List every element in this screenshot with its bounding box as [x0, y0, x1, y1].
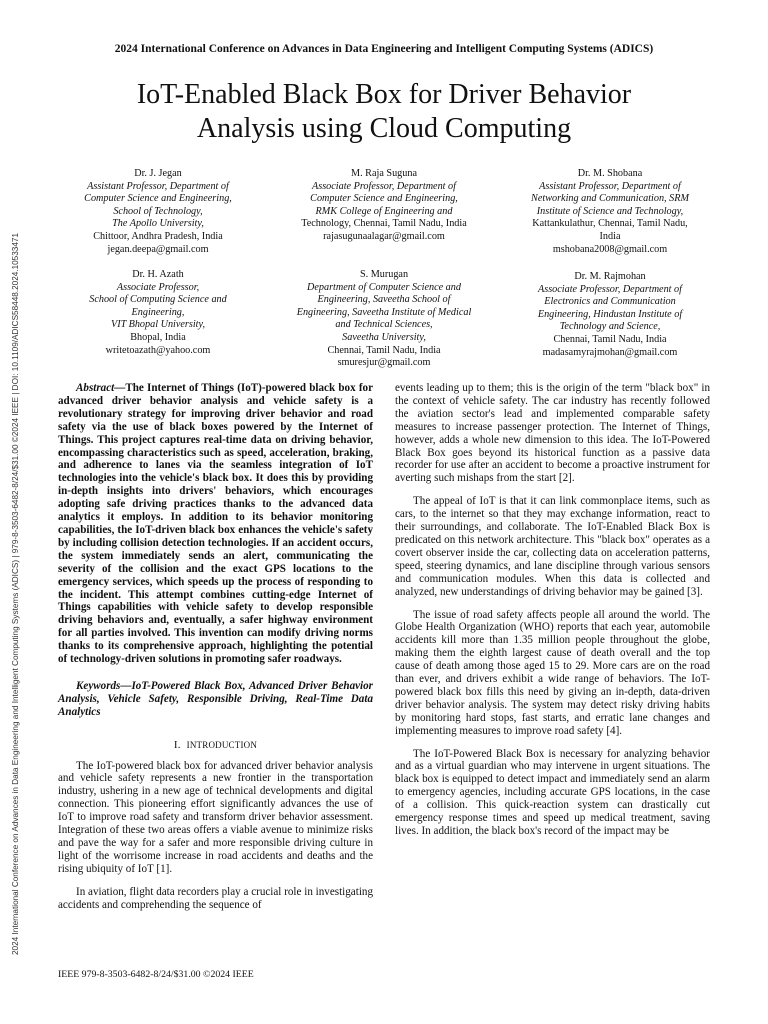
body-paragraph: The IoT-powered black box for advanced driver behavior analysis and vehicle safety represents a new frontier in the transportation industry, ushering in a new age of technical developments and digital connection. This pioneering effort significantly advances the use of IoT to improve road safety and transform driver behavior assessment. Integration of these two areas offers a viable avenue to minimize risks and pave the way for a safer and more responsible driving culture in light of the worrisome increase in road accidents and deaths and the rising ubiquity of IoT [1]. — [58, 759, 373, 875]
conference-header: 2024 International Conference on Advances in Data Engineering and Intelligent Computing Systems (ADICS) — [114, 43, 654, 55]
author-name: Dr. J. Jegan — [134, 168, 182, 179]
author-affiliation: Institute of Science and Technology, — [536, 205, 684, 217]
author-affiliation: Engineering, Saveetha School of — [317, 294, 451, 306]
body-paragraph: In aviation, flight data recorders play a crucial role in investigating accidents and comprehending the sequence of — [58, 885, 373, 911]
author-block — [58, 269, 258, 357]
author-email: rajasugunaalagar@gmail.com — [323, 230, 445, 242]
author-affiliation: Engineering, Hindustan Institute of — [537, 308, 683, 320]
author-affiliation: VIT Bhopal University, — [110, 319, 206, 331]
abstract-label: Abstract— — [76, 382, 126, 394]
author-name: M. Raja Suguna — [351, 168, 417, 179]
author-block — [58, 168, 258, 256]
author-location: Technology, Chennai, Tamil Nadu, India — [301, 218, 467, 230]
author-block — [510, 168, 710, 256]
right-column — [395, 382, 710, 848]
author-affiliation: Technology and Science, — [559, 321, 661, 333]
body-paragraph: The IoT-Powered Black Box is necessary for analyzing behavior and as a virtual guardian who may intervene in urgent situations. The black box is equipped to detect impact and immediately send an alarm to emergency agencies, including accurate GPS locations, in the case of a collision. This quick-reaction system can drastically cut emergency response times and speed up medical treatment, saving lives. In addition, the black box's record of the impact may be — [395, 747, 710, 837]
author-email: writetoazath@yahoo.com — [105, 344, 211, 356]
author-location: Chittoor, Andhra Pradesh, India — [93, 230, 223, 242]
author-name: Dr. H. Azath — [132, 269, 184, 280]
author-name: Dr. M. Rajmohan — [574, 271, 646, 282]
author-affiliation: School of Computing Science and — [89, 294, 227, 306]
author-affiliation: RMK College of Engineering and — [315, 205, 453, 217]
author-block — [284, 168, 484, 244]
author-affiliation: Computer Science and Engineering, — [310, 193, 458, 205]
author-email: jegan.deepa@gmail.com — [107, 243, 209, 255]
author-location: Chennai, Tamil Nadu, India — [327, 344, 441, 356]
author-email: madasamyrajmohan@gmail.com — [542, 346, 678, 358]
author-affiliation: Department of Computer Science and — [307, 281, 461, 293]
author-email: mshobana2008@gmail.com — [552, 243, 668, 255]
author-affiliation: Networking and Communication, SRM — [531, 193, 689, 205]
section-title: INTRODUCTION — [186, 739, 258, 750]
author-location: Bhopal, India — [130, 331, 186, 343]
abstract-body: The Internet of Things (IoT)-powered black box for advanced driver behavior analysis and vehicle safety is a revolutionary strategy for improving driver behavior and road safety via the use of black boxes powered by the Internet of Things. This project captures real-time data on driving behavior, encompassing characteristics such as speed, acceleration, braking, and adherence to lanes via the seamless integration of IoT technologies into the vehicle's black box. It does this by providing in-depth insights into drivers' behaviors, which encourages adopting safe driving practices thanks to the advanced data analytics it employs. In addition to its behavior monitoring capabilities, the IoT-driven black box enhances the vehicle's safety by including collision detection technologies. If an accident occurs, the system immediately sends an alert, communicating the severity of the collision and the exact GPS locations to the emergency services, which speeds up the process of responding to the incident. This attempt combines cutting-edge Internet of Things capabilities with vehicle safety to develop responsible driving behaviors and, eventually, a safer highway environment for all parties involved. This invention can modify driving norms thanks to its comprehensive approach, highlighting the potential of technology-driven solutions in promoting safer roadways. — [58, 382, 373, 666]
author-block — [270, 269, 498, 370]
doi-sidebar: 2024 International Conference on Advances in Data Engineering and Intelligent Computing Systems (ADICS) | 979-8-3503-6482-8/24/$31.00 ©2024 IEEE | DOI: 10.1109/ADICS58448.2024.10533471 — [11, 232, 20, 955]
author-affiliation: Saveetha University, — [342, 331, 426, 343]
author-affiliation: Engineering, Saveetha Institute of Medical — [296, 306, 472, 318]
author-location: India — [599, 230, 621, 242]
author-affiliation: Electronics and Communication — [544, 296, 676, 308]
author-block — [510, 271, 710, 359]
section-number: I. — [173, 738, 181, 751]
author-affiliation: Assistant Professor, Department of — [87, 180, 229, 192]
author-email: smuresjur@gmail.com — [337, 357, 431, 369]
body-paragraph: The issue of road safety affects people all around the world. The Globe Health Organization (WHO) reports that each year, automobile accidents kill more than 1.35 million people throughout the globe, making them the eighth largest cause of death overall and the top cause of death among those aged 15 to 29. More cars are on the road than ever, and drivers exhibit a wide range of behaviors. The IoT-powered black box fills this need by giving an in-depth, data-driven driver behavior analysis. The system may detect risky driving habits by monitoring hard stops, fast starts, and erratic lane changes and implementing measures to improve road safety [4]. — [395, 608, 710, 737]
author-name: S. Murugan — [359, 269, 409, 280]
author-affiliation: The Apollo University, — [112, 218, 204, 230]
left-column — [58, 382, 373, 922]
author-affiliation: and Technical Sciences, — [335, 319, 433, 331]
abstract — [58, 382, 373, 666]
title-line-2: Analysis using Cloud Computing — [196, 113, 572, 144]
section-heading — [58, 739, 373, 752]
author-affiliation: Associate Professor, — [116, 281, 200, 293]
author-affiliation: Computer Science and Engineering, — [84, 193, 232, 205]
author-affiliation: Engineering, — [131, 306, 185, 318]
body-paragraph: The appeal of IoT is that it can link commonplace items, such as cars, to the internet so that they may exchange information, react to their surroundings, and collaborate. The IoT-Enabled Black Box is predicated on this network architecture. This "black box" operates as a covert observer inside the car, collecting data on acceleration patterns, speed, steering dynamics, and lane discipline through various sensors and communication modules. When this data is collected and analyzed, new understandings of driving behavior may be gained [3]. — [395, 495, 710, 598]
body-paragraph-continued: events leading up to them; this is the origin of the term "black box" in the context of vehicle safety. The car industry has recently followed the aviation sector's lead and implemented comparable safety measures to increase passenger protection. The Internet of Things, however, adds a whole new dimension to this idea. The IoT-Powered Black Box goes beyond its historical function as a passive data recorder for use after an accident to become a proactive instrument for averting such mishaps from the start [2]. — [395, 382, 710, 485]
author-affiliation: Assistant Professor, Department of — [539, 180, 681, 192]
author-location: Kattankulathur, Chennai, Tamil Nadu, — [532, 218, 688, 230]
author-name: Dr. M. Shobana — [577, 168, 643, 179]
copyright-footer: IEEE 979-8-3503-6482-8/24/$31.00 ©2024 IEEE — [58, 969, 254, 980]
author-affiliation: Associate Professor, Department of — [312, 180, 456, 192]
author-location: Chennai, Tamil Nadu, India — [553, 333, 667, 345]
keywords: Keywords—IoT-Powered Black Box, Advanced Driver Behavior Analysis, Vehicle Safety, Responsible Driving, Real-Time Data Analytics — [58, 679, 373, 718]
author-affiliation: School of Technology, — [113, 205, 203, 217]
paper-title — [60, 78, 708, 146]
title-line-1: IoT-Enabled Black Box for Driver Behavior — [136, 79, 632, 110]
author-affiliation: Associate Professor, Department of — [538, 283, 682, 295]
